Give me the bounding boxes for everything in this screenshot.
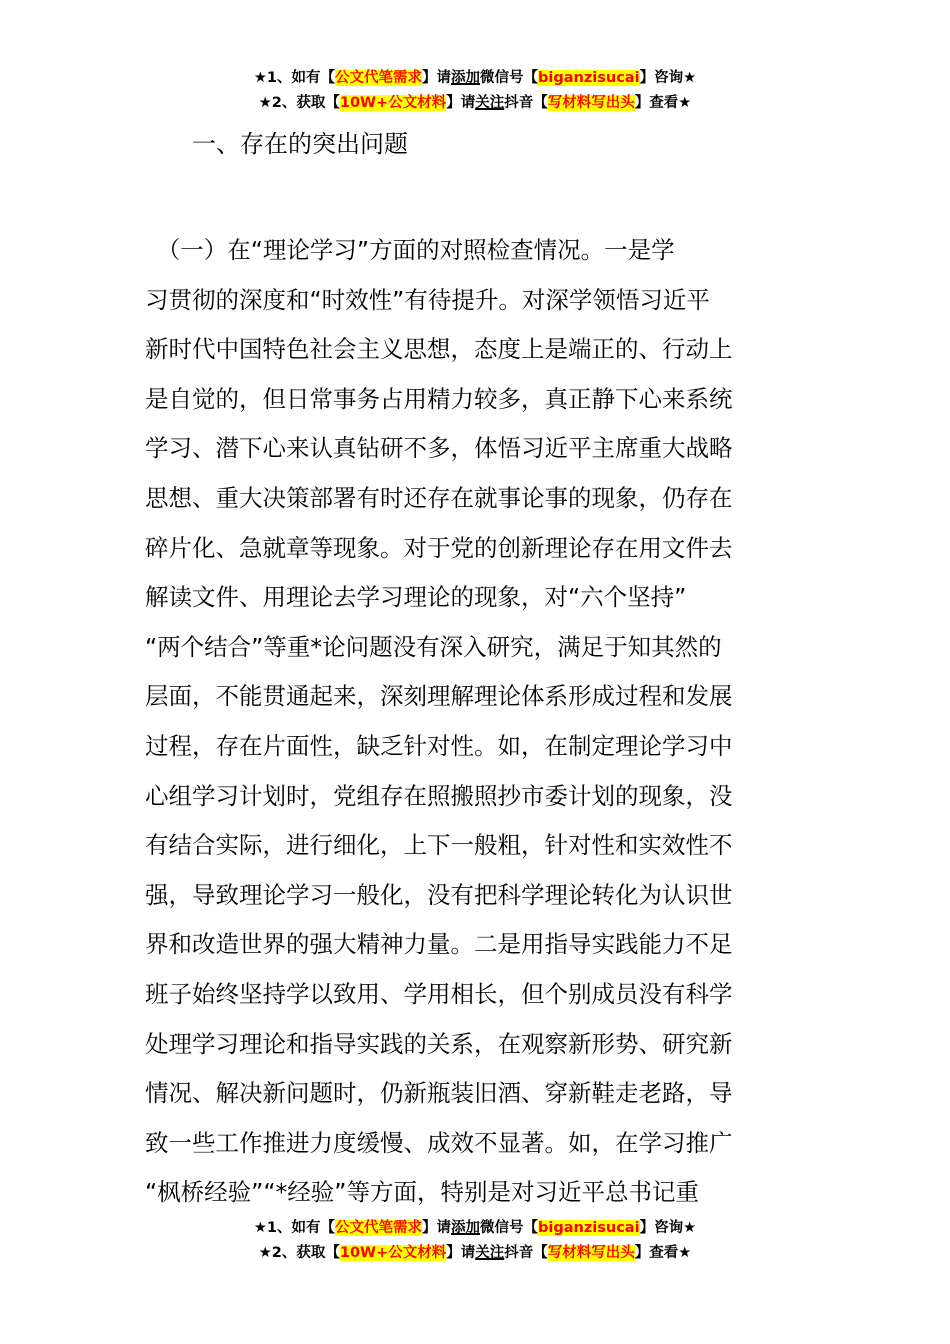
text-line: 致一些工作推进力度缓慢、成效不显著。如，在学习推广	[145, 1128, 733, 1157]
promo-text: 】请	[446, 1245, 476, 1261]
wechat-id: biganzisucai	[538, 70, 640, 86]
underlined-text: 添加	[451, 70, 481, 86]
promo-line-2	[0, 1241, 950, 1266]
promo-text: 】查看★	[634, 95, 692, 111]
promo-text: ★1、如有【	[253, 1220, 336, 1236]
promo-line-2	[0, 91, 950, 116]
section-heading: 一、存在的突出问题	[192, 130, 408, 158]
text-line: 过程，存在片面性，缺乏针对性。如，在制定理论学习中	[145, 731, 733, 760]
text-line: “两个结合”等重*论问题没有深入研究，满足于知其然的	[145, 632, 722, 661]
text-line: （一）在“理论学习”方面的对照检查情况。一是学	[145, 236, 675, 264]
promo-text: 】请	[422, 1220, 452, 1236]
douyin-account: 写材料写出头	[547, 1245, 635, 1261]
text-line: 强，导致理论学习一般化，没有把科学理论转化为认识世	[145, 880, 733, 909]
text-line: 界和改造世界的强大精神力量。二是用指导实践能力不足	[145, 930, 733, 959]
promo-text: ★1、如有【	[253, 70, 336, 86]
text-line: 是自觉的，但日常事务占用精力较多，真正静下心来系统	[145, 384, 733, 413]
promo-banner-bottom	[0, 1216, 950, 1266]
highlight-text: 公文代笔需求	[335, 1220, 423, 1236]
promo-text: 】查看★	[634, 1245, 692, 1261]
text-line: 心组学习计划时，党组存在照搬照抄市委计划的现象，没	[145, 781, 733, 810]
underlined-text: 关注	[475, 95, 505, 111]
text-line: 习贯彻的深度和“时效性”有待提升。对深学领悟习近平	[145, 285, 710, 314]
promo-text: 微信号【	[480, 70, 539, 86]
text-line: 情况、解决新问题时，仍新瓶装旧酒、穿新鞋走老路，导	[145, 1079, 733, 1108]
text-line: 班子始终坚持学以致用、学用相长，但个别成员没有科学	[145, 979, 733, 1008]
wechat-id: biganzisucai	[538, 1220, 640, 1236]
text-line: 碎片化、急就章等现象。对于党的创新理论存在用文件去	[145, 533, 733, 562]
highlight-text: 10W+公文材料	[339, 1245, 447, 1261]
text-line: “枫桥经验”“*经验”等方面，特别是对习近平总书记重	[145, 1178, 699, 1207]
promo-text: ★2、获取【	[258, 1245, 340, 1261]
text-line: 解读文件、用理论去学习理论的现象，对“六个坚持”	[145, 583, 687, 612]
promo-line-1	[0, 1216, 950, 1241]
douyin-account: 写材料写出头	[547, 95, 635, 111]
promo-text: 抖音【	[504, 95, 548, 111]
underlined-text: 添加	[451, 1220, 481, 1236]
promo-text: 抖音【	[504, 1245, 548, 1261]
text-line: 思想、重大决策部署有时还存在就事论事的现象，仍存在	[145, 483, 733, 512]
promo-line-1	[0, 66, 950, 91]
promo-text: 微信号【	[480, 1220, 539, 1236]
text-line: 层面，不能贯通起来，深刻理解理论体系形成过程和发展	[145, 682, 733, 711]
text-line: 处理学习理论和指导实践的关系，在观察新形势、研究新	[145, 1029, 733, 1058]
promo-text: ★2、获取【	[258, 95, 340, 111]
text-line: 学习、潜下心来认真钻研不多，体悟习近平主席重大战略	[145, 434, 733, 463]
promo-text: 】请	[422, 70, 452, 86]
promo-banner-top	[0, 66, 950, 116]
underlined-text: 关注	[475, 1245, 505, 1261]
text-line: 新时代中国特色社会主义思想，态度上是端正的、行动上	[145, 335, 733, 364]
highlight-text: 公文代笔需求	[335, 70, 423, 86]
promo-text: 】咨询★	[639, 70, 697, 86]
highlight-text: 10W+公文材料	[339, 95, 447, 111]
text-line: 有结合实际，进行细化，上下一般粗，针对性和实效性不	[145, 831, 733, 860]
promo-text: 】请	[446, 95, 476, 111]
body-paragraph	[145, 226, 825, 1218]
promo-text: 】咨询★	[639, 1220, 697, 1236]
